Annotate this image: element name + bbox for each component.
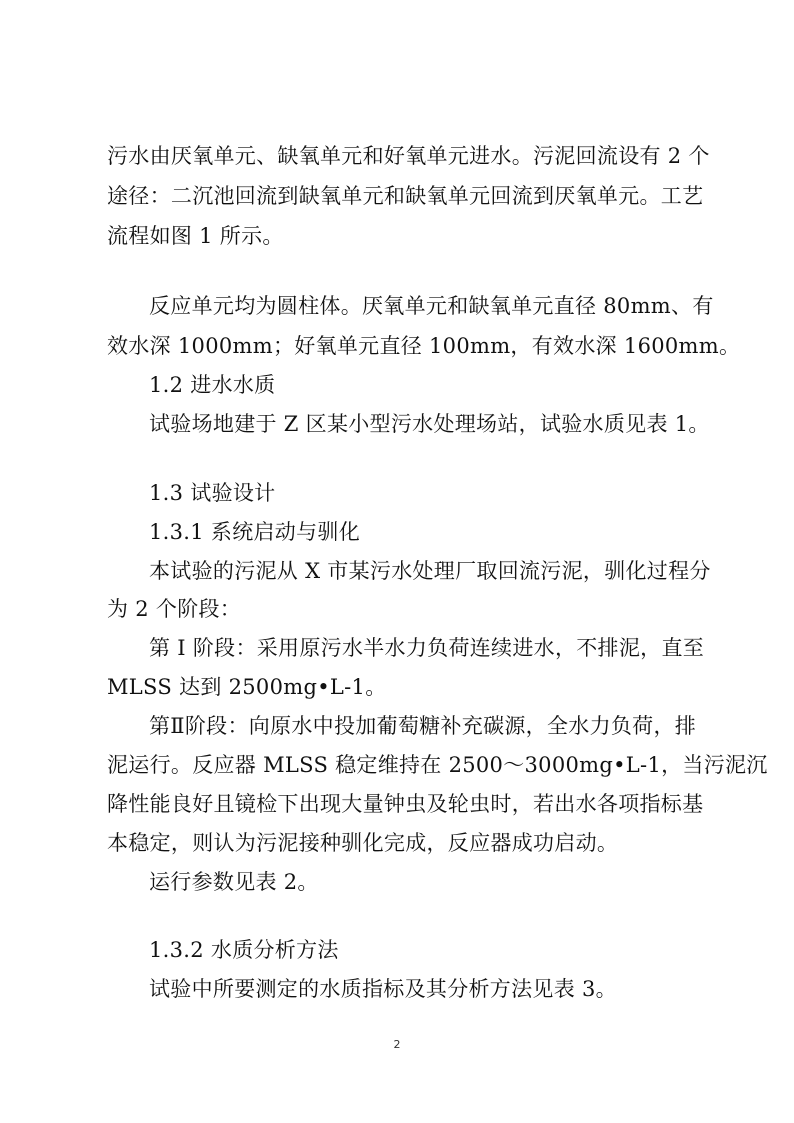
text-line: 降性能良好且镜检下出现大量钟虫及轮虫时，若出水各项指标基 xyxy=(107,792,704,816)
subsection-heading: 1.3.2 水质分析方法 xyxy=(149,938,339,962)
text-line: 本稳定，则认为污泥接种驯化完成，反应器成功启动。 xyxy=(107,831,619,855)
text-line: 反应单元均为圆柱体。厌氧单元和缺氧单元直径 80mm、有 xyxy=(149,294,714,318)
text-line: 试验场地建于 Z 区某小型污水处理场站，试验水质见表 1。 xyxy=(149,412,710,436)
text-line: 本试验的污泥从 X 市某污水处理厂取回流污泥，驯化过程分 xyxy=(149,559,711,583)
text-line: 为 2 个阶段： xyxy=(107,597,242,621)
section-heading: 1.2 进水水质 xyxy=(149,373,276,397)
text-line: 效水深 1000mm；好氧单元直径 100mm，有效水深 1600mm。 xyxy=(107,334,741,358)
text-line: 运行参数见表 2。 xyxy=(149,870,319,894)
text-line: MLSS 达到 2500mg•L-1。 xyxy=(107,675,387,699)
text-line: 流程如图 1 所示。 xyxy=(107,224,284,248)
subsection-heading: 1.3.1 系统启动与驯化 xyxy=(149,520,361,544)
text-line: 泥运行。反应器 MLSS 稳定维持在 2500～3000mg•L-1，当污泥沉 xyxy=(107,753,768,777)
text-line: 污水由厌氧单元、缺氧单元和好氧单元进水。污泥回流设有 2 个 xyxy=(107,144,710,168)
text-line: 第Ⅱ阶段：向原水中投加葡萄糖补充碳源，全水力负荷，排 xyxy=(149,714,697,738)
section-heading: 1.3 试验设计 xyxy=(149,481,276,505)
text-line: 第 I 阶段：采用原污水半水力负荷连续进水，不排泥，直至 xyxy=(149,636,705,660)
page-number: 2 xyxy=(393,1038,401,1051)
text-line: 试验中所要测定的水质指标及其分析方法见表 3。 xyxy=(149,977,617,1001)
text-line: 途径：二沉池回流到缺氧单元和缺氧单元回流到厌氧单元。工艺 xyxy=(107,184,704,208)
